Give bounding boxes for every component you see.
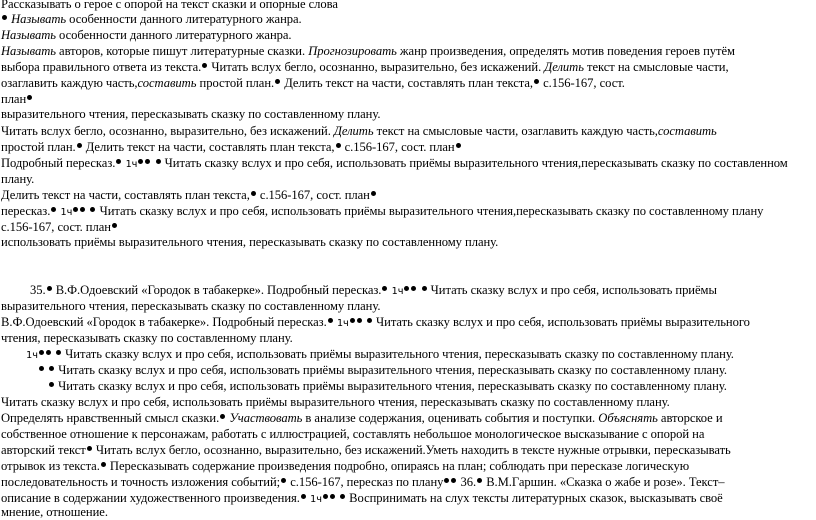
text-line: мнение, отношение. xyxy=(1,505,108,519)
bullet-icon xyxy=(46,350,51,355)
bullet-icon xyxy=(47,286,52,291)
text-line: 35. В.Ф.Одоевский «Городок в табакерке». Подробный пересказ. 1ч Читать сказку вслух и про себя, использовать приёмы xyxy=(30,283,717,297)
text-line: описание в содержании художественного произведения. 1ч Воспринимать на слух тексты литературных сказок, высказывать своё xyxy=(1,491,723,505)
text-line: выразительного чтения, пересказывать сказку по составленному плану. xyxy=(1,107,381,121)
text-line: авторский текст Читать вслух бегло, осознанно, выразительно, без искажений.Уметь находить в тексте нужные отрывки, пересказывать xyxy=(1,443,731,457)
bullet-icon xyxy=(202,63,207,68)
bullet-icon xyxy=(116,159,121,164)
bullet-icon xyxy=(340,494,345,499)
text-line: 1ч Читать сказку вслух и про себя, использовать приёмы выразительного чтения, пересказывать сказку по составленному плану. xyxy=(26,347,734,361)
text-line: план xyxy=(1,92,33,107)
bullet-icon xyxy=(56,350,61,355)
text-line: собственное отношение к персонажам, работать с иллюстрацией, составлять небольшое монологическое высказывание с опорой на xyxy=(1,427,705,441)
text-line: использовать приёмы выразительного чтения, пересказывать сказку по составленному плану. xyxy=(1,235,499,249)
bullet-icon xyxy=(371,191,376,196)
bullet-icon xyxy=(367,318,372,323)
bullet-icon xyxy=(77,143,82,148)
bullet-icon xyxy=(39,350,44,355)
bullet-icon xyxy=(51,207,56,212)
text-line: В.Ф.Одоевский «Городок в табакерке». Подробный пересказ. 1ч Читать сказку вслух и про себя, использовать приёмы выразительного xyxy=(1,315,750,329)
bullet-icon xyxy=(156,159,161,164)
bullet-icon xyxy=(456,143,461,148)
text-line: Рассказывать о герое с опорой на текст сказки и опорные слова xyxy=(1,0,338,11)
bullet-icon xyxy=(350,318,355,323)
text-line: Читать сказку вслух и про себя, использовать приёмы выразительного чтения, пересказывать сказку по составленному плану. xyxy=(1,395,670,409)
bullet-icon xyxy=(534,79,539,84)
text-line: чтения, пересказывать сказку по составленному плану. xyxy=(1,331,293,345)
bullet-icon xyxy=(87,446,92,451)
bullet-icon xyxy=(422,286,427,291)
text-line: пересказ. 1ч Читать сказку вслух и про себя, использовать приёмы выразительного чтения,пересказывать сказку по составленному плану xyxy=(1,204,764,218)
text-line: Определять нравственный смысл сказки. Участвовать в анализе содержания, оценивать события и поступки. Объяснять авторское и xyxy=(1,411,723,425)
bullet-icon xyxy=(275,79,280,84)
text-line: последовательность и точность изложения событий; с.156-167, пересказ по плану 36. В.М.Гаршин. «Сказка о жабе и розе». Текст– xyxy=(1,475,725,489)
bullet-icon xyxy=(112,223,117,228)
bullet-icon xyxy=(357,318,362,323)
bullet-icon xyxy=(138,159,143,164)
bullet-icon xyxy=(251,191,256,196)
text-line: Делить текст на части, составлять план текста, с.156-167, сост. план xyxy=(1,188,377,203)
bullet-icon xyxy=(39,366,44,371)
bullet-icon xyxy=(328,318,333,323)
bullet-icon xyxy=(301,494,306,499)
bullet-icon xyxy=(451,478,456,483)
bullet-icon xyxy=(2,15,7,20)
text-line: Называть авторов, которые пишут литературные сказки. Прогнозировать жанр произведения, определять мотив поведения героев путём xyxy=(1,44,735,58)
text-line: Подробный пересказ. 1ч Читать сказку вслух и про себя, использовать приёмы выразительного чтения,пересказывать сказку по составленном xyxy=(1,156,788,170)
text-line: Называть особенности данного литературного жанра. xyxy=(1,12,302,27)
bullet-icon xyxy=(220,414,225,419)
bullet-icon xyxy=(330,494,335,499)
text-line: Читать сказку вслух и про себя, использовать приёмы выразительного чтения, пересказывать сказку по составленному плану. xyxy=(38,363,727,378)
bullet-icon xyxy=(27,95,32,100)
text-line: выбора правильного ответа из текста. Читать вслух бегло, осознанно, выразительно, без искажений. Делить текст на смысловые части, xyxy=(1,60,729,74)
bullet-icon xyxy=(336,143,341,148)
bullet-icon xyxy=(404,286,409,291)
bullet-icon xyxy=(281,478,286,483)
text-line: простой план. Делить текст на части, составлять план текста, с.156-167, сост. план xyxy=(1,140,462,155)
text-line: с.156-167, сост. план xyxy=(1,220,118,235)
bullet-icon xyxy=(80,207,85,212)
bullet-icon xyxy=(323,494,328,499)
text-line: Называть особенности данного литературного жанра. xyxy=(1,28,292,42)
text-line: Читать вслух бегло, осознанно, выразительно, без искажений. Делить текст на смысловые части, озаглавить каждую часть,составить xyxy=(1,124,717,138)
bullet-icon xyxy=(90,207,95,212)
bullet-icon xyxy=(145,159,150,164)
text-line: плану. xyxy=(1,172,35,186)
bullet-icon xyxy=(49,382,54,387)
bullet-icon xyxy=(477,478,482,483)
text-line: Читать сказку вслух и про себя, использовать приёмы выразительного чтения, пересказывать сказку по составленному плану. xyxy=(48,379,727,394)
text-line: выразительного чтения, пересказывать сказку по составленному плану. xyxy=(1,299,381,313)
text-line: отрывок из текста. Пересказывать содержание произведения подробно, опираясь на план; соблюдать при пересказе логическую xyxy=(1,459,690,473)
bullet-icon xyxy=(382,286,387,291)
bullet-icon xyxy=(444,478,449,483)
bullet-icon xyxy=(411,286,416,291)
bullet-icon xyxy=(101,462,106,467)
bullet-icon xyxy=(73,207,78,212)
text-line: озаглавить каждую часть,составить простой план. Делить текст на части, составлять план текста, с.156-167, сост. xyxy=(1,76,625,90)
bullet-icon xyxy=(49,366,54,371)
